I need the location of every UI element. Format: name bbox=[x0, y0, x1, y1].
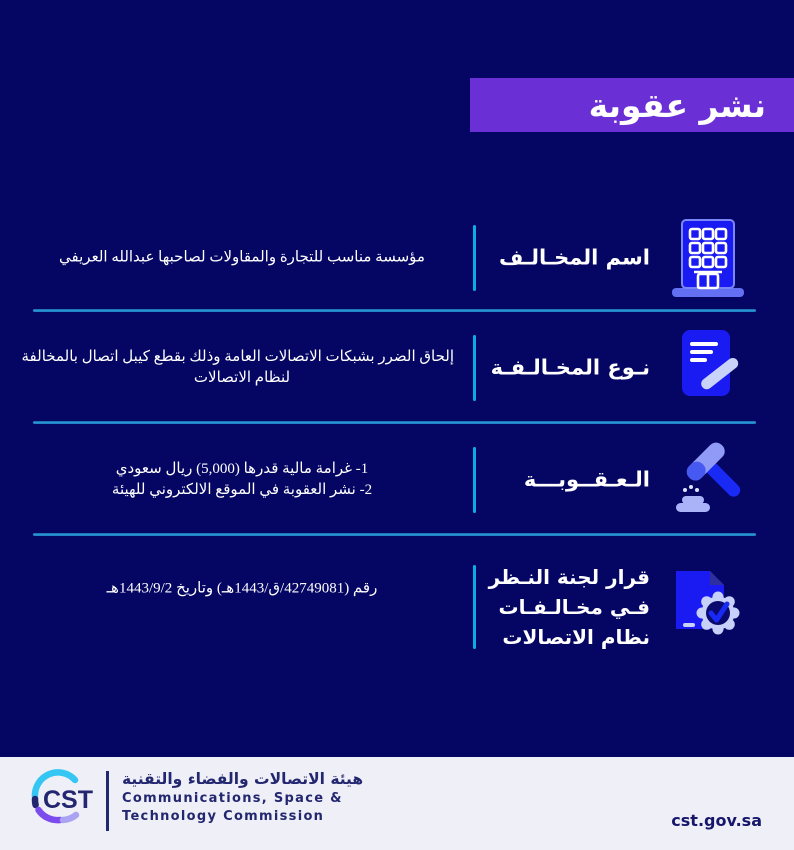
separator-line bbox=[33, 533, 756, 536]
cst-logo bbox=[30, 768, 100, 832]
org-name-arabic: هيئة الاتصالات والفضاء والتقنية bbox=[122, 770, 364, 788]
document-pen-icon bbox=[658, 326, 758, 410]
footer bbox=[0, 757, 794, 850]
section-label: اسم المخـالـف bbox=[498, 245, 650, 270]
section-label: نـوع المخـالـفـة bbox=[490, 355, 650, 380]
banner-title: نشر عقوبة bbox=[588, 85, 766, 125]
org-name-english-line2: Technology Commission bbox=[122, 809, 325, 824]
section-committee-decision bbox=[0, 548, 794, 666]
vertical-divider bbox=[473, 225, 476, 291]
section-violation-type bbox=[0, 318, 794, 418]
separator-line bbox=[33, 309, 756, 312]
vertical-divider bbox=[473, 565, 476, 649]
vertical-divider bbox=[473, 447, 476, 513]
section-label: الـعـقــوبـــة bbox=[523, 467, 650, 492]
section-penalty bbox=[0, 430, 794, 530]
decision-number-text: رقم (42749081/ق/1443هـ) وتاريخ 1443/9/2هـ bbox=[106, 580, 378, 597]
building-icon bbox=[658, 216, 758, 300]
section-violator-name bbox=[0, 208, 794, 308]
violator-name-text: مؤسسة مناسب للتجارة والمقاولات لصاحبها عبدالله العريفي bbox=[59, 249, 425, 266]
vertical-divider bbox=[473, 335, 476, 401]
section-label: قرار لجنة النـظر فـي مخـالـفـات نظام الاتصالات bbox=[488, 565, 650, 649]
penalty-banner bbox=[470, 78, 794, 132]
org-name-english-line1: Communications, Space & bbox=[122, 791, 343, 806]
footer-org-names bbox=[122, 768, 363, 826]
svg-text:CST: CST bbox=[43, 786, 93, 814]
stamped-document-icon bbox=[658, 567, 758, 647]
violation-type-text: إلحاق الضرر بشبكات الاتصالات العامة وذلك بقطع كيبل اتصال بالمخالفة لنظام الاتصالات bbox=[21, 349, 454, 386]
gavel-icon bbox=[658, 438, 758, 522]
penalty-text: 1- غرامة مالية قدرها (5,000) ريال سعودي 2- نشر العقوبة في الموقع الالكتروني للهيئة bbox=[111, 461, 373, 498]
website-url: cst.gov.sa bbox=[671, 811, 762, 830]
separator-line bbox=[33, 421, 756, 424]
footer-divider bbox=[106, 771, 109, 831]
